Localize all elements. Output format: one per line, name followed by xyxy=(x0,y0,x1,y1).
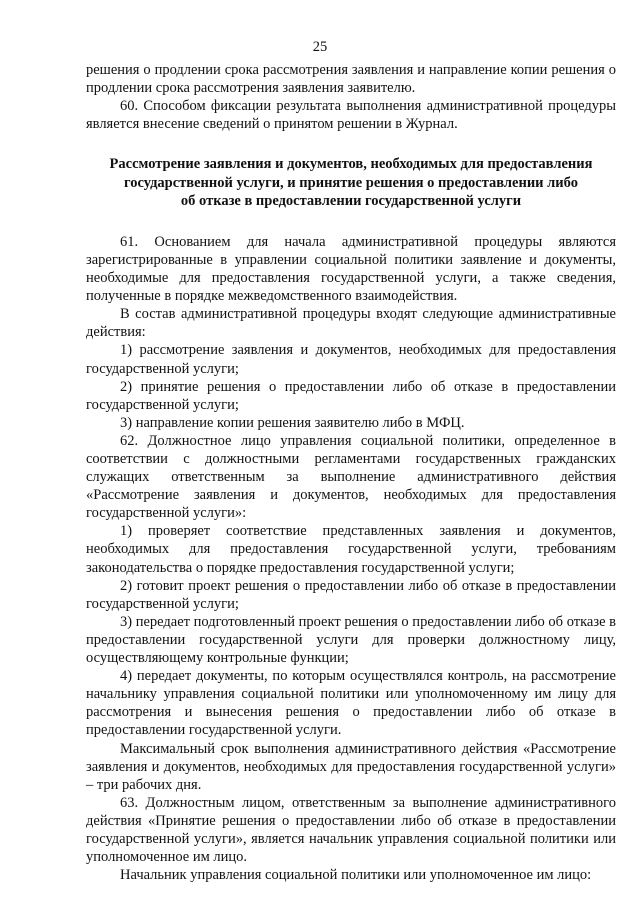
heading-line-2: государственной услуги, и принятие решения о предоставлении либо xyxy=(124,174,578,191)
heading-line-3: об отказе в предоставлении государственной услуги xyxy=(180,193,522,210)
paragraph-61: 61. Основанием для начала административной процедуры являются зарегистрированные в управлении социальной политики заявление и документы, необходимые для предоставления государственной услуги, а также сведения, полученные в порядке межведомственного взаимодействия. xyxy=(86,233,616,305)
paragraph-max-term: Максимальный срок выполнения административного действия «Рассмотрение заявления и документов, необходимых для предоставления государственной услуги» – три рабочих дня. xyxy=(86,740,616,793)
paragraph: Начальник управления социальной политики или уполномоченное им лицо: xyxy=(120,867,592,884)
document-body xyxy=(86,61,616,884)
paragraph: решения о продлении срока рассмотрения заявления и направление копии решения о продлении срока рассмотрения заявления заявителю. xyxy=(86,62,616,97)
list-item: 4) передает документы, по которым осуществлялся контроль, на рассмотрение начальнику управления социальной политики или уполномоченному им лицу для рассмотрения и вынесения решения о предоставлении либо об отказе в предоставлении государственной услуги. xyxy=(86,668,616,739)
list-item: 1) рассмотрение заявления и документов, необходимых для предоставления государственной услуги; xyxy=(86,342,616,377)
paragraph-63: 63. Должностным лицом, ответственным за выполнение административного действия «Принятие решения о предоставлении либо об отказе в предоставлении государственной услуги», является начальник управления социальной политики или уполномоченное им лицо. xyxy=(86,794,616,866)
paragraph-procedure-intro: В состав административной процедуры входят следующие административные действия: xyxy=(86,306,616,341)
heading-line-1: Рассмотрение заявления и документов, необходимых для предоставления xyxy=(109,156,593,173)
paragraph-62: 62. Должностное лицо управления социальной политики, определенное в соответствии с должностными регламентами государственных гражданских служащих ответственным за выполнение административного действия «Рассмотрение заявления и документов, необходимых для предоставления государственной услуги»: xyxy=(86,432,616,522)
list-item: 3) направление копии решения заявителю либо в МФЦ. xyxy=(120,414,465,431)
paragraph-60: 60. Способом фиксации результата выполнения административной процедуры является внесение сведений о принятом решении в Журнал. xyxy=(86,98,616,133)
section-heading xyxy=(86,155,616,211)
page-number: 25 xyxy=(312,39,328,55)
list-item: 3) передает подготовленный проект решения о предоставлении либо об отказе в предоставлении государственной услуги для проверки должностному лицу, осуществляющему контрольные функции; xyxy=(86,613,616,667)
list-item: 2) принятие решения о предоставлении либо об отказе в предоставлении государственной услуги; xyxy=(86,378,616,413)
list-item: 1) проверяет соответствие представленных заявления и документов, необходимых для предоставления государственной услуги, требованиям законодательства о порядке предоставления государственной услуги; xyxy=(86,523,616,576)
list-item: 2) готовит проект решения о предоставлении либо об отказе в предоставлении государственной услуги; xyxy=(86,577,616,612)
